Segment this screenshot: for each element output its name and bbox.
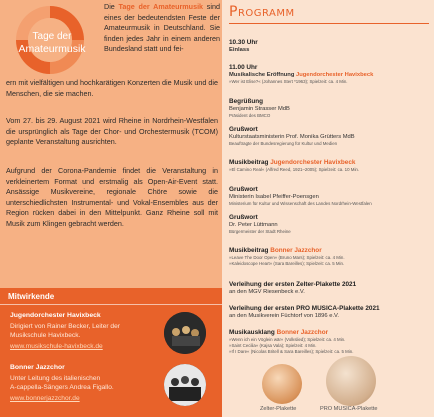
zelter-plakette-label: Zelter-Plakette bbox=[260, 406, 297, 412]
program-time: 10.30 Uhr bbox=[229, 39, 258, 46]
performer-jazzchor bbox=[10, 364, 160, 402]
program-heading: Musikbeitrag bbox=[229, 159, 269, 166]
program-person: Benjamin Strasser MdB bbox=[229, 105, 290, 112]
intro-prefix: Die bbox=[104, 2, 119, 11]
program-heading: Grußwort bbox=[229, 186, 258, 193]
orchestra-photo bbox=[164, 312, 206, 354]
program-role: Beauftragte der Bundesregierung für Kultur und Medien bbox=[229, 140, 338, 146]
program-heading: Grußwort bbox=[229, 214, 258, 221]
program-performer: Bonner Jazzchor bbox=[274, 329, 329, 336]
program-time: 11.00 Uhr bbox=[229, 64, 258, 71]
program-item bbox=[229, 126, 427, 147]
program-performer: Bonner Jazzchor bbox=[268, 247, 322, 254]
performer-desc: Dirigiert von Rainer Becker, Leiter der bbox=[10, 323, 120, 330]
program-piece: »Wer ist Elise?« (Johannes Stert *1963); Spielzeit: ca. 4 Min. bbox=[229, 78, 348, 84]
programm-divider bbox=[229, 23, 429, 24]
program-heading: Verleihung der ersten PRO MUSICA-Plakette 2021 bbox=[229, 305, 380, 312]
promusica-plakette-label: PRO MUSICA-Plakette bbox=[320, 406, 378, 412]
programm-title: Programm bbox=[229, 4, 295, 20]
program-piece: »Leave The Door Open« (Bruno Mars); Spielzeit: ca. 4 Min. bbox=[229, 254, 345, 260]
intro-highlight: Tage der Amateurmusik bbox=[118, 2, 204, 11]
performer-link[interactable]: www.musikschule-havixbeck.de bbox=[10, 343, 103, 350]
mitwirkende-title: Mitwirkende bbox=[8, 292, 55, 301]
program-item bbox=[229, 98, 427, 119]
performer-desc: Unter Leitung des italienischen bbox=[10, 375, 101, 382]
program-heading: Musikbeitrag bbox=[229, 247, 269, 254]
program-item bbox=[229, 305, 427, 320]
program-heading: Musikausklang bbox=[229, 329, 275, 336]
logo-top-text: Tage der bbox=[32, 31, 72, 42]
paragraph-corona: Aufgrund der Corona-Pandemie findet die Veranstaltung in verkleinertem Format und erstmalig als Open-Air-Event statt. Ansässige Musikvereine, regionale Chöre sowie die unterschiedlichsten Instrumental- und Vokal-Ensembles aus der Region rücken dabei in den Mittelpunkt. Ganz Rheine soll mit Musik zum Klingen gebracht werden. bbox=[6, 166, 218, 228]
paragraph-dates: Vom 27. bis 29. August 2021 wird Rheine in Nordrhein-Westfalen die ursprünglich als Tage der Chor- und Orchestermusik (TCOM) geplante Veranstaltung ausrichten. bbox=[6, 116, 218, 147]
program-role: Bürgermeister der Stadt Rheine bbox=[229, 228, 291, 234]
performer-link[interactable]: www.bonnerjazzchor.de bbox=[10, 395, 80, 402]
program-piece: »Saint Cecilia« (Kajsa Vala); Spielzeit: 4 Min. bbox=[229, 342, 317, 348]
program-recipient: an den MGV Riesenbeck e.V. bbox=[229, 288, 305, 295]
tage-der-amateurmusik-logo bbox=[4, 2, 102, 78]
program-role: Ministerium für Kultur und Wissenschaft des Landes Nordrhein-Westfalen bbox=[229, 200, 372, 206]
performer-name: Jugendorchester Havixbeck bbox=[10, 312, 101, 319]
program-person: Kulturstaatsministerin Prof. Monika Grütters MdB bbox=[229, 133, 355, 140]
program-event: Musikalische Eröffnung bbox=[229, 71, 295, 78]
program-item bbox=[229, 281, 427, 296]
program-heading: Begrüßung bbox=[229, 98, 264, 105]
intro-rest-text: ern mit vielfältigen und hochkarätigen Konzerten die Musik und die Menschen, die sie machen. bbox=[6, 78, 218, 98]
program-person: Dr. Peter Lüttmann bbox=[229, 221, 278, 228]
program-heading: Verleihung der ersten Zelter-Plakette 2021 bbox=[229, 281, 357, 288]
program-item bbox=[229, 186, 427, 207]
program-piece: »El Camino Real« (Alfred Reed, 1921–2005); Spielzeit: ca. 10 Min. bbox=[229, 166, 360, 172]
program-item bbox=[229, 64, 427, 85]
choir-photo bbox=[164, 364, 206, 406]
program-item bbox=[229, 329, 359, 355]
program-performer: Jugendorchester Havixbeck bbox=[268, 159, 356, 166]
zelter-plakette-image bbox=[262, 364, 302, 404]
program-person: Ministerin Isabel Pfeiffer-Poensgen bbox=[229, 193, 319, 200]
program-item bbox=[229, 39, 427, 54]
logo-bottom-text: Amateurmusik bbox=[18, 43, 86, 55]
promusica-plakette-image bbox=[326, 356, 376, 406]
program-piece: »Wenn ich ein Vöglein wär« (Volkslied); Spielzeit: ca. 4 Min. bbox=[229, 336, 346, 342]
performer-desc: A-cappella-Sängers Andrea Figallo. bbox=[10, 384, 114, 391]
program-item bbox=[229, 214, 427, 235]
program-piece: »If I Dare« (Nicolas Britell & Sara Bareilles); Spielzeit: ca. 5 Min. bbox=[229, 348, 354, 354]
program-sub: Einlass bbox=[229, 46, 250, 53]
performer-desc: Musikschule Havixbeck. bbox=[10, 332, 81, 339]
program-heading: Grußwort bbox=[229, 126, 258, 133]
performer-name: Bonner Jazzchor bbox=[10, 364, 65, 371]
mitwirkende-section bbox=[0, 288, 222, 417]
intro-float-rest: sind eines der bedeutendsten Feste der Amateurmusik in Deutschland. Sie finden jedes Jahr in einem anderen Bundesland statt und fei- bbox=[104, 2, 220, 54]
program-piece: »Kaleidoscope Heart« (Sara Bareilles); Spielzeit: ca. 5 Min. bbox=[229, 260, 345, 266]
program-recipient: an den Musikverein Füchtorf von 1896 e.V. bbox=[229, 312, 339, 319]
program-role: Präsident des BMCO bbox=[229, 112, 271, 118]
intro-text bbox=[104, 2, 220, 55]
program-item bbox=[229, 159, 427, 173]
program-performer: Jugendorchester Havixbeck bbox=[294, 71, 374, 78]
divider bbox=[0, 304, 222, 305]
program-item bbox=[229, 247, 427, 267]
performer-jugendorchester bbox=[10, 312, 160, 350]
